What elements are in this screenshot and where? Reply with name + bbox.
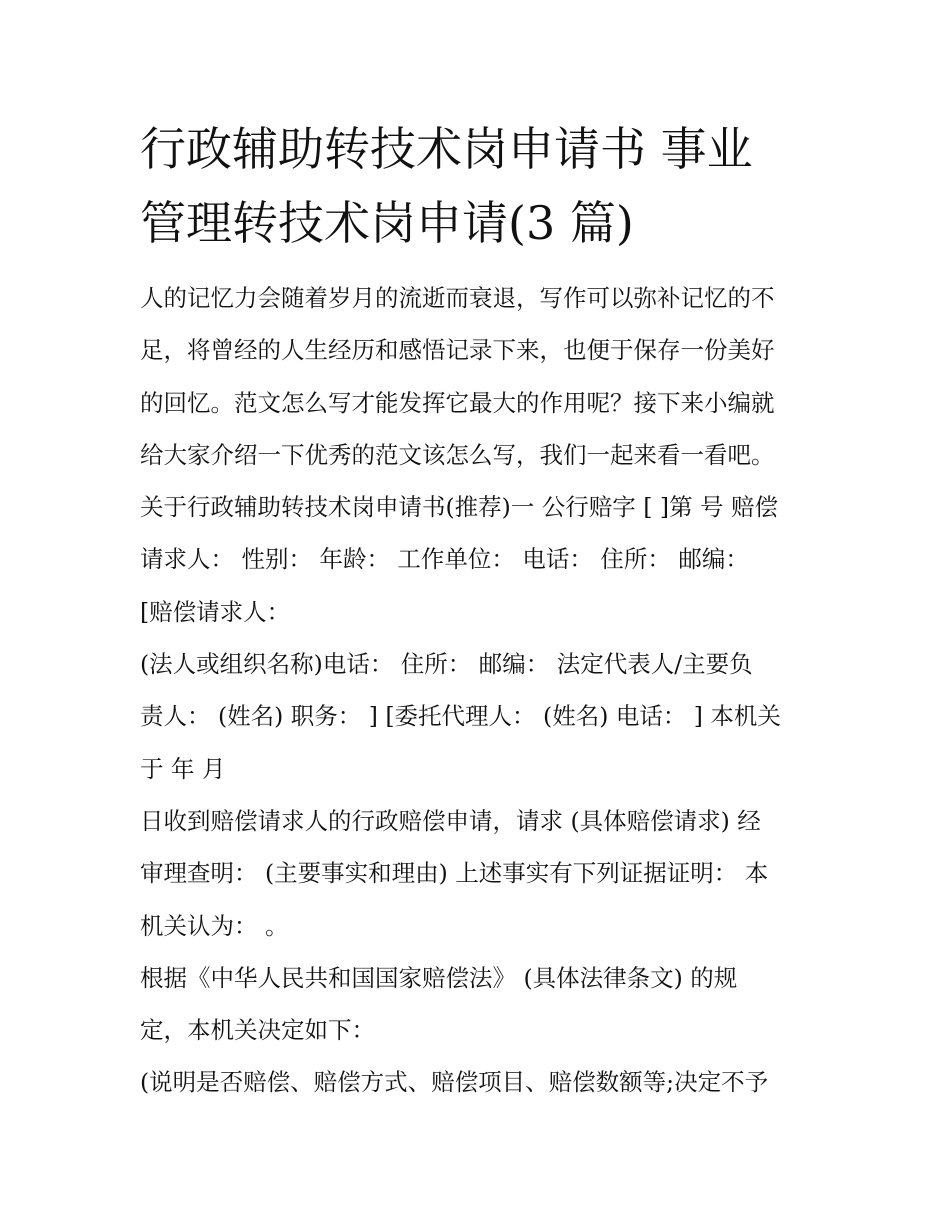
body-line: 请求人： 性别： 年龄： 工作单位： 电话： 住所： 邮编：	[140, 545, 749, 574]
body-line: 审理查明： (主要事实和理由) 上述事实有下列证据证明： 本	[140, 859, 769, 888]
body-line: 的回忆。范文怎么写才能发挥它最大的作用呢？接下来小编就	[140, 388, 775, 417]
body-line: 足，将曾经的人生经历和感悟记录下来，也便于保存一份美好	[140, 336, 775, 365]
body-line: [赔偿请求人：	[140, 597, 291, 626]
body-line: 机关认为： 。	[140, 911, 289, 940]
title-line: 管理转技术岗申请(3 篇)	[140, 196, 634, 250]
body-line: 给大家介绍一下优秀的范文该怎么写，我们一起来看一看吧。	[140, 440, 775, 469]
body-line: (法人或组织名称)电话： 住所： 邮编： 法定代表人/主要负	[140, 650, 753, 679]
body-line: 责人： (姓名) 职务： ] [委托代理人： (姓名) 电话： ] 本机关	[140, 702, 781, 731]
title-line: 行政辅助转技术岗申请书 事业	[140, 122, 753, 176]
body-line: 日收到赔偿请求人的行政赔偿申请，请求 (具体赔偿请求) 经	[140, 806, 761, 835]
body-line: (说明是否赔偿、赔偿方式、赔偿项目、赔偿数额等;决定不予	[140, 1068, 769, 1097]
document-body	[140, 272, 830, 1109]
body-line: 于 年 月	[140, 754, 226, 783]
body-line: 人的记忆力会随着岁月的流逝而衰退，写作可以弥补记忆的不	[140, 284, 775, 312]
body-line: 根据《中华人民共和国国家赔偿法》 (具体法律条文) 的规	[140, 963, 738, 992]
body-line: 关于行政辅助转技术岗申请书(推荐)一 公行赔字 [ ]第 号 赔偿	[140, 493, 779, 522]
body-line: 定，本机关决定如下：	[140, 1016, 375, 1045]
document-title	[140, 112, 840, 260]
